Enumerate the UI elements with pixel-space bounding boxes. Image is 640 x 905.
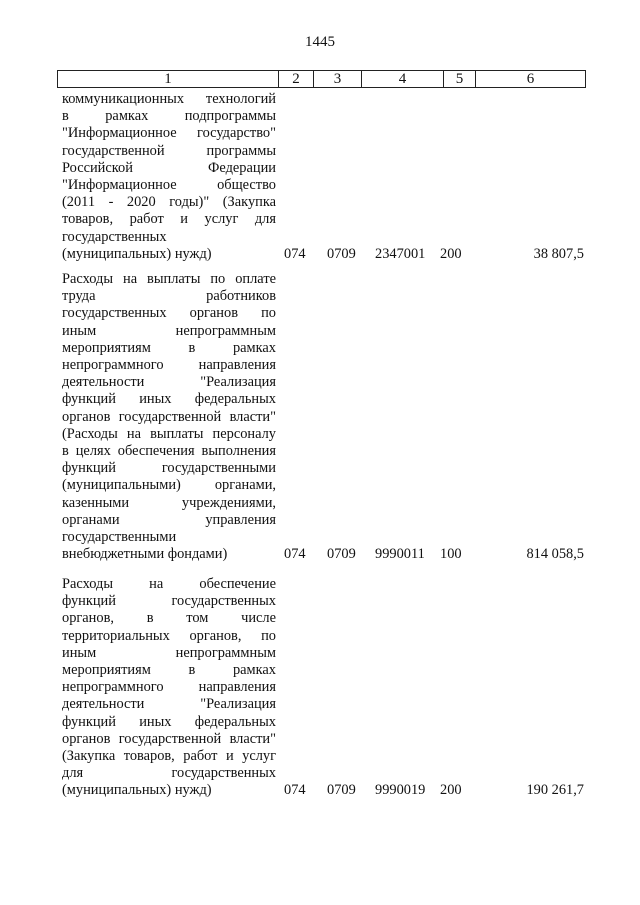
description-line: (муниципальных) нужд) bbox=[62, 245, 212, 262]
description-line: органов, в том числе bbox=[62, 610, 276, 627]
description-line: непрограммного направления bbox=[62, 679, 276, 696]
header-col-3: 3 bbox=[314, 71, 362, 87]
description-line: деятельности "Реализация bbox=[62, 374, 276, 391]
description-line: органами управления bbox=[62, 511, 276, 528]
amount: 190 261,7 bbox=[526, 782, 584, 799]
description-line: (Закупка товаров, работ и услуг bbox=[62, 748, 276, 765]
target-code: 9990011 bbox=[375, 546, 425, 563]
description-line: иным непрограммным bbox=[62, 644, 276, 661]
row-description bbox=[62, 271, 276, 563]
table-row bbox=[62, 271, 584, 563]
section-code: 0709 bbox=[327, 782, 356, 799]
ministry-code: 074 bbox=[284, 546, 306, 563]
description-line: деятельности "Реализация bbox=[62, 696, 276, 713]
header-col-2: 2 bbox=[279, 71, 314, 87]
ministry-code: 074 bbox=[284, 245, 306, 262]
row-description bbox=[62, 91, 276, 263]
description-line: функций иных федеральных bbox=[62, 713, 276, 730]
description-line: в целях обеспечения выполнения bbox=[62, 443, 276, 460]
page-number: 1445 bbox=[305, 34, 335, 50]
description-line: Расходы на выплаты по оплате bbox=[62, 271, 276, 287]
description-line: государственными bbox=[62, 529, 177, 546]
description-line: товаров, работ и услуг для bbox=[62, 211, 276, 228]
ministry-code: 074 bbox=[284, 782, 306, 799]
description-line: Расходы на обеспечение bbox=[62, 576, 276, 592]
section-code: 0709 bbox=[327, 546, 356, 563]
header-col-5: 5 bbox=[444, 71, 476, 87]
description-line: государственной программы bbox=[62, 142, 276, 159]
description-line: функций государственных bbox=[62, 593, 276, 610]
description-line: для государственных bbox=[62, 765, 276, 782]
target-code: 9990019 bbox=[375, 782, 426, 799]
description-line: непрограммного направления bbox=[62, 357, 276, 374]
description-line: (2011 - 2020 годы)" (Закупка bbox=[62, 194, 276, 211]
header-col-1: 1 bbox=[58, 71, 279, 87]
description-line: функций государственными bbox=[62, 460, 276, 477]
section-code: 0709 bbox=[327, 245, 356, 262]
description-line: коммуникационных технологий bbox=[62, 91, 276, 107]
description-line: государственных bbox=[62, 228, 167, 245]
description-line: Российской Федерации bbox=[62, 159, 276, 176]
description-line: "Информационное государство" bbox=[62, 125, 276, 142]
description-line: (муниципальными) органами, bbox=[62, 477, 276, 494]
header-col-4: 4 bbox=[362, 71, 444, 87]
description-line: внебюджетными фондами) bbox=[62, 546, 228, 563]
description-line: в рамках подпрограммы bbox=[62, 108, 276, 125]
expense-type: 200 bbox=[440, 245, 462, 262]
description-line: труда работников bbox=[62, 288, 276, 305]
description-line: "Информационное общество bbox=[62, 177, 276, 194]
header-col-6: 6 bbox=[526, 71, 535, 87]
description-line: иным непрограммным bbox=[62, 322, 276, 339]
table-row bbox=[62, 576, 584, 800]
table-row bbox=[62, 91, 584, 263]
description-line: органов государственной власти" bbox=[62, 408, 276, 425]
description-line: (муниципальных) нужд) bbox=[62, 782, 212, 799]
expense-type: 200 bbox=[440, 782, 462, 799]
description-line: территориальных органов, по bbox=[62, 627, 276, 644]
target-code: 2347001 bbox=[375, 245, 426, 262]
description-line: мероприятиям в рамках bbox=[62, 339, 276, 356]
description-line: функций иных федеральных bbox=[62, 391, 276, 408]
amount: 38 807,5 bbox=[533, 245, 584, 262]
table-header bbox=[57, 70, 586, 88]
description-line: казенными учреждениями, bbox=[62, 494, 276, 511]
description-line: государственных органов по bbox=[62, 305, 276, 322]
amount: 814 058,5 bbox=[526, 546, 584, 563]
row-description bbox=[62, 576, 276, 800]
description-line: органов государственной власти" bbox=[62, 730, 276, 747]
expense-type: 100 bbox=[440, 546, 462, 563]
description-line: мероприятиям в рамках bbox=[62, 662, 276, 679]
description-line: (Расходы на выплаты персоналу bbox=[62, 425, 276, 442]
